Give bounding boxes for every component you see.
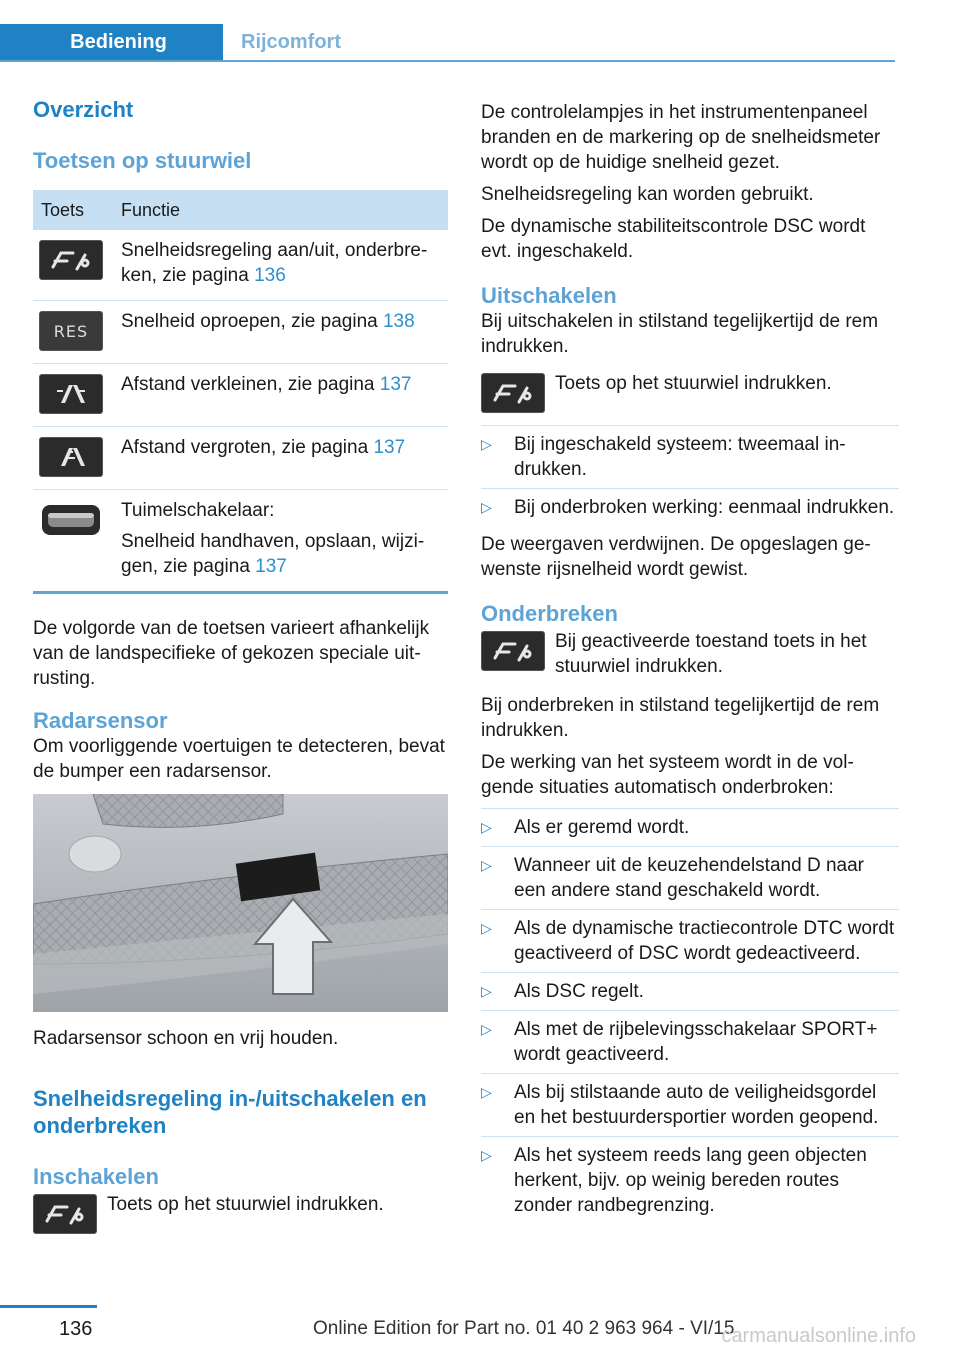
enable-row xyxy=(33,1192,448,1234)
radar-paragraph: Om voorliggende voertuigen te detecteren, bevat de bumper een radarsensor. xyxy=(33,736,445,782)
disable-icon-text: Toets op het stuurwiel indrukken. xyxy=(555,373,832,394)
radar-heading: Radarsensor xyxy=(33,708,168,733)
enable-heading: Inschakelen xyxy=(33,1164,159,1189)
keys-table xyxy=(33,190,448,594)
cruise-control-icon xyxy=(481,373,545,413)
indicator-paragraph: De controlelampjes in het instrumentenpaneel branden en de markering op de snelheidsmeter wordt op de huidige snelheid gezet. xyxy=(481,102,881,173)
list-item: ▷ Als er geremd wordt. xyxy=(481,815,899,847)
page-link[interactable]: 136 xyxy=(254,265,286,286)
table-row xyxy=(33,490,448,593)
header-tabs xyxy=(0,24,895,62)
row-text: Afstand verkleinen, zie pagina xyxy=(121,374,380,395)
list-item: ▷ Bij ingeschakeld systeem: tweemaal indrukken. xyxy=(481,432,899,489)
section-title: Overzicht xyxy=(33,97,134,122)
pause-paragraph-1: Bij onderbreken in stilstand tegelijkertijd de rem indrukken. xyxy=(481,695,880,741)
cruise-control-icon xyxy=(39,240,103,280)
triangle-bullet-icon: ▷ xyxy=(481,1084,492,1100)
table-row xyxy=(33,230,448,301)
header-divider xyxy=(0,60,895,62)
radar-sensor-image xyxy=(33,794,448,1012)
row-text-label: Tuimelschakelaar: xyxy=(121,500,275,521)
disable-after-paragraph: De weergaven verdwijnen. De opgeslagen gewenste rijsnelheid wordt gewist. xyxy=(481,534,871,580)
cruise-control-icon xyxy=(481,631,545,671)
table-header-function: Functie xyxy=(113,190,448,230)
row-text: Afstand vergroten, zie pagina xyxy=(121,437,374,458)
list-item: ▷ Wanneer uit de keuzehendelstand D naar een andere stand geschakeld wordt. xyxy=(481,853,899,910)
list-item: ▷ Als bij stilstaande auto de veiligheidsgordel en het bestuurdersportier worden geopend. xyxy=(481,1080,899,1137)
res-icon: RES xyxy=(39,311,103,351)
table-header-key: Toets xyxy=(33,190,113,230)
disable-row xyxy=(481,371,899,413)
page-link[interactable]: 137 xyxy=(373,437,406,458)
row-text: Snelheidsregeling aan/uit, onderbreken, zie pagina xyxy=(121,240,428,286)
section-subtitle: Toetsen op stuurwiel xyxy=(33,148,252,173)
disable-heading: Uitschakelen xyxy=(481,283,617,308)
disable-list xyxy=(481,425,899,526)
list-item: ▷ Als de dynamische tractiecontrole DTC wordt geactiveerd of DSC wordt gedeactiveerd. xyxy=(481,916,899,973)
triangle-bullet-icon: ▷ xyxy=(481,920,492,936)
dsc-paragraph: De dynamische stabiliteitscontrole DSC wordt evt. ingeschakeld. xyxy=(481,216,866,262)
triangle-bullet-icon: ▷ xyxy=(481,857,492,873)
triangle-bullet-icon: ▷ xyxy=(481,819,492,835)
order-paragraph: De volgorde van de toetsen varieert afhankelijk van de landspecifieke of gekozen speciale uitrusting. xyxy=(33,618,430,689)
table-row xyxy=(33,301,448,364)
triangle-bullet-icon: ▷ xyxy=(481,1021,492,1037)
table-row xyxy=(33,427,448,490)
page-link[interactable]: 137 xyxy=(255,556,287,577)
edition-text: Online Edition for Part no. 01 40 2 963 964 - VI/15 xyxy=(313,1318,735,1339)
triangle-bullet-icon: ▷ xyxy=(481,1147,492,1163)
list-item: ▷ Bij onderbroken werking: eenmaal indrukken. xyxy=(481,497,895,518)
left-column xyxy=(33,96,448,1234)
triangle-bullet-icon: ▷ xyxy=(481,499,492,515)
list-item: ▷ Als DSC regelt. xyxy=(481,979,899,1011)
list-item: ▷ Als met de rijbelevingsschakelaar SPORT+ wordt geactiveerd. xyxy=(481,1017,899,1074)
radar-caption: Radarsensor schoon en vrij houden. xyxy=(33,1028,339,1049)
disable-paragraph: Bij uitschakelen in stilstand tegelijkertijd de rem indrukken. xyxy=(481,311,879,357)
tab-bediening[interactable]: Bediening xyxy=(0,24,223,60)
pause-row xyxy=(481,629,899,679)
distance-decrease-icon xyxy=(39,374,103,414)
cruise-control-icon xyxy=(33,1194,97,1234)
rocker-switch-icon xyxy=(39,500,103,540)
usable-paragraph: Snelheidsregeling kan worden gebruikt. xyxy=(481,184,814,205)
watermark: carmanualsonline.info xyxy=(721,1325,916,1347)
enable-text: Toets op het stuurwiel indrukken. xyxy=(107,1194,384,1215)
table-row xyxy=(33,364,448,427)
pause-list xyxy=(481,808,899,1224)
page-link[interactable]: 137 xyxy=(379,374,412,395)
tab-rijcomfort[interactable]: Rijcomfort xyxy=(241,30,341,53)
pause-heading: Onderbreken xyxy=(481,601,618,626)
switch-heading: Snelheidsregeling in-/uitschakelen en onderbreken xyxy=(33,1086,427,1138)
table-header-row xyxy=(33,190,448,230)
pause-icon-text: Bij geactiveerde toestand toets in het stuurwiel indrukken. xyxy=(555,631,867,677)
pause-paragraph-2: De werking van het systeem wordt in de volgende situaties automatisch onderbroken: xyxy=(481,752,854,798)
page-number: 136 xyxy=(59,1318,93,1340)
triangle-bullet-icon: ▷ xyxy=(481,983,492,999)
footer-accent-line xyxy=(0,1305,97,1308)
list-item: ▷ Als het systeem reeds lang geen objecten herkent, bijv. op weinig bereden routes zonder randbegrenzing. xyxy=(481,1145,867,1216)
triangle-bullet-icon: ▷ xyxy=(481,436,492,452)
right-column xyxy=(481,100,899,1230)
row-text: Snelheid handhaven, opslaan, wijzigen, zie pagina xyxy=(121,531,425,577)
distance-increase-icon xyxy=(39,437,103,477)
page-link[interactable]: 138 xyxy=(382,311,415,332)
row-text: Snelheid oproepen, zie pagina xyxy=(121,311,383,332)
